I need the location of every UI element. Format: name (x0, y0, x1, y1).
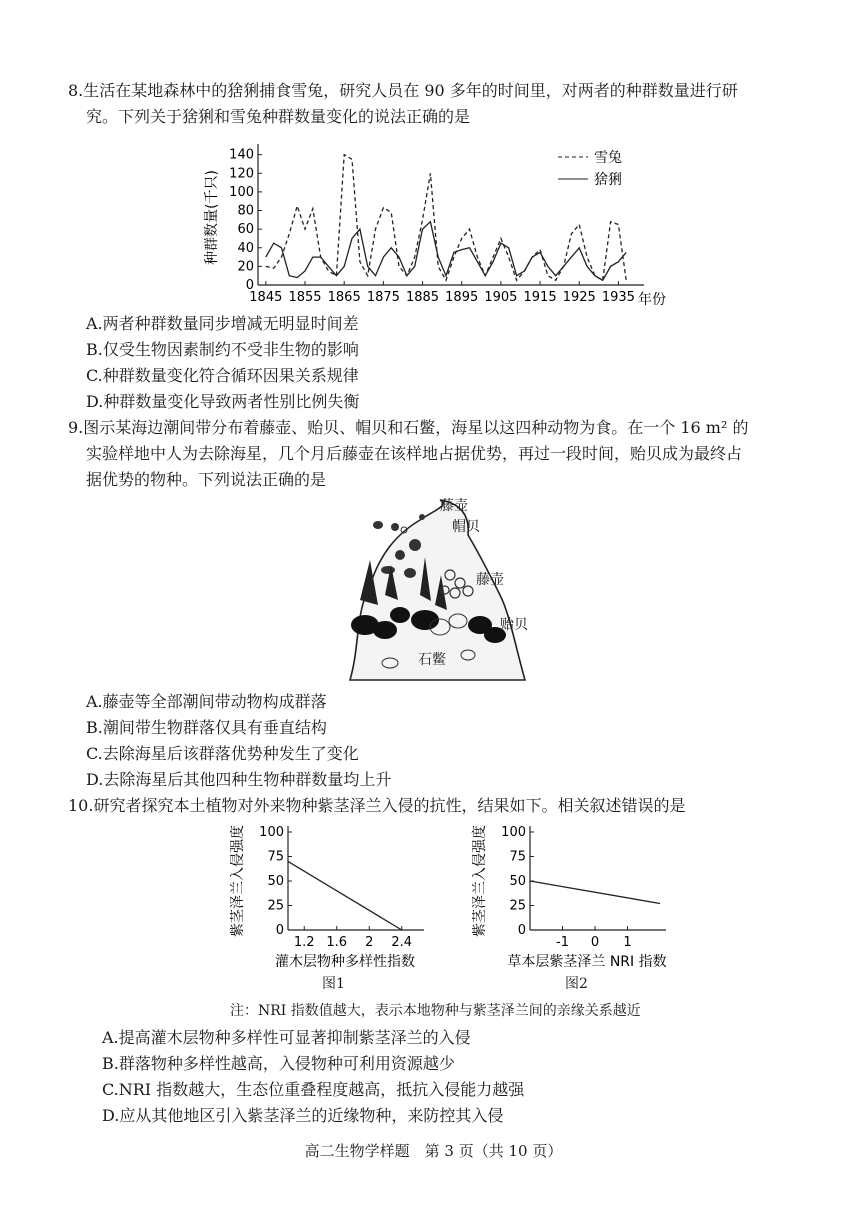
x-tick-label: 1915 (523, 290, 557, 305)
y-tick-label: 120 (229, 166, 254, 182)
y-tick-label: 25 (267, 898, 284, 914)
y-axis-label: 种群数量(千只) (204, 170, 220, 265)
x-tick-label: 1855 (288, 290, 322, 305)
q10-option-a[interactable]: A.提高灌木层物种多样性可显著抑制紫茎泽兰的入侵 (102, 1028, 471, 1047)
q9-option-d[interactable]: D.去除海星后其他四种生物种群数量均上升 (86, 770, 392, 789)
y-tick-label: 100 (501, 825, 526, 840)
y-tick-label: 100 (259, 825, 284, 840)
y-tick-label: 75 (267, 849, 284, 865)
q10-note: 注：NRI 指数值越大，表示本地物种与紫茎泽兰间的亲缘关系越近 (230, 1003, 641, 1019)
x-tick-label: 1.6 (326, 935, 348, 950)
x-axis-label: 年份 (638, 292, 666, 308)
y-tick-label: 50 (509, 874, 526, 889)
q8-option-d[interactable]: D.种群数量变化导致两者性别比例失衡 (86, 392, 360, 411)
y-tick-label: 0 (275, 923, 284, 938)
fig2-nri-index-chart (470, 820, 670, 970)
q8-option-c[interactable]: C.种群数量变化符合循环因果关系规律 (86, 366, 359, 385)
y-tick-label: 25 (509, 898, 526, 914)
q8-option-a[interactable]: A.两者种群数量同步增减无明显时间差 (86, 314, 359, 333)
q8-stem-line2: 究。下列关于猞猁和雪兔种群数量变化的说法正确的是 (86, 107, 471, 126)
q9-option-a[interactable]: A.藤壶等全部潮间带动物构成群落 (86, 692, 327, 711)
q9-stem-line2: 实验样地中人为去除海星，几个月后藤壶在该样地占据优势，再过一段时间，贻贝成为最终占 (86, 444, 743, 463)
series-line-雪兔 (266, 155, 626, 281)
fig1-shrub-diversity-chart (228, 820, 428, 970)
fig1-caption: 图1 (322, 976, 345, 992)
y-axis-label: 紫茎泽兰入侵强度 (230, 825, 246, 937)
x-tick-label: 2.4 (391, 935, 413, 950)
y-tick-label: 50 (267, 874, 284, 889)
y-tick-label: 100 (229, 184, 254, 200)
q10-stem: 10.研究者探究本土植物对外来物种紫茎泽兰入侵的抗性，结果如下。相关叙述错误的是 (68, 796, 686, 815)
q9-option-c[interactable]: C.去除海星后该群落优势种发生了变化 (86, 744, 359, 763)
y-axis-label: 紫茎泽兰入侵强度 (472, 825, 488, 937)
y-tick-label: 0 (245, 278, 254, 293)
q9-stem-line3: 据优势的物种。下列说法正确的是 (86, 470, 327, 489)
legend-label-lynx: 猞猁 (594, 172, 622, 188)
x-tick-label: 1875 (366, 290, 400, 305)
q10-option-c[interactable]: C.NRI 指数越大，生态位重叠程度越高，抵抗入侵能力越强 (102, 1080, 525, 1099)
q8-stem-line1: 8.生活在某地森林中的猞猁捕食雪兔，研究人员在 90 多年的时间里，对两者的种群数量进行研 (68, 81, 738, 100)
fig2-caption: 图2 (565, 976, 588, 992)
x-tick-label: 1895 (445, 290, 479, 305)
y-tick-label: 20 (237, 259, 254, 275)
x-tick-label: 1935 (601, 290, 635, 305)
y-tick-label: 80 (237, 203, 254, 219)
q9-option-b[interactable]: B.潮间带生物群落仅具有垂直结构 (86, 718, 327, 737)
series-line-0 (530, 881, 660, 904)
x-tick-label: 1 (623, 935, 632, 950)
x-tick-label: 1925 (562, 290, 596, 305)
q10-option-b[interactable]: B.群落物种多样性越高，入侵物种可利用资源越少 (102, 1054, 455, 1073)
label-barnacle-1: 藤壶 (440, 498, 468, 514)
label-limpet: 帽贝 (452, 519, 480, 535)
legend-label-hare: 雪兔 (594, 150, 622, 166)
q10-option-d[interactable]: D.应从其他地区引入紫茎泽兰的近缘物种，来防控其入侵 (102, 1106, 504, 1125)
x-tick-label: 1865 (327, 290, 361, 305)
x-tick-label: 1885 (405, 290, 440, 305)
y-tick-label: 0 (517, 923, 526, 938)
x-axis-label: 灌木层物种多样性指数 (275, 954, 415, 970)
label-chiton: 石鳖 (418, 652, 446, 668)
y-tick-label: 40 (237, 240, 254, 256)
x-tick-label: 1845 (249, 290, 283, 305)
x-tick-label: 2 (365, 935, 374, 950)
series-line-0 (288, 861, 402, 930)
x-axis-label: 草本层紫茎泽兰 NRI 指数 (507, 954, 667, 970)
page-footer: 高二生物学样题 第 3 页（共 10 页） (304, 1142, 563, 1160)
y-tick-label: 75 (509, 849, 526, 865)
x-tick-label: 1.2 (293, 935, 315, 950)
y-tick-label: 140 (229, 147, 254, 163)
q9-stem-line1: 9.图示某海边潮间带分布着藤壶、贻贝、帽贝和石鳖，海星以这四种动物为食。在一个 16 m² 的 (68, 418, 749, 437)
x-tick-label: -1 (556, 935, 569, 950)
label-mussel: 贻贝 (500, 617, 528, 633)
y-tick-label: 60 (237, 222, 254, 238)
q8-predator-prey-chart (200, 135, 680, 310)
q8-option-b[interactable]: B.仅受生物因素制约不受非生物的影响 (86, 340, 359, 359)
x-tick-label: 0 (590, 935, 600, 950)
label-barnacle-2: 藤壶 (476, 572, 504, 588)
x-tick-label: 1905 (484, 290, 518, 305)
